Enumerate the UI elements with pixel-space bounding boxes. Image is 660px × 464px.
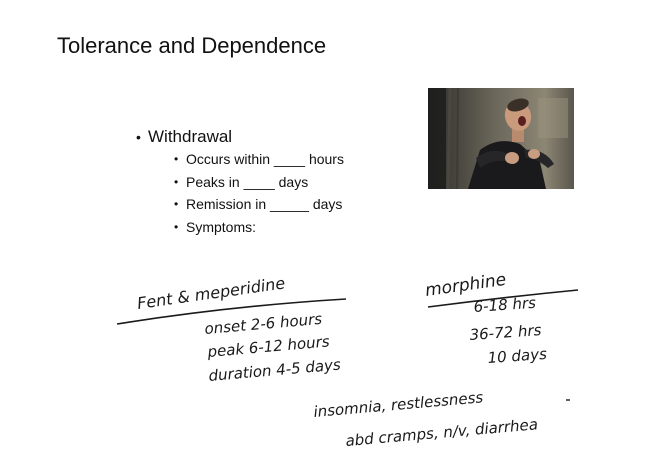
note-morphine-peak: 36-72 hrs	[469, 321, 542, 344]
note-symptoms-line1: insomnia, restlessness	[312, 388, 484, 421]
bullet-peaks: • Peaks in ____ days	[174, 171, 344, 194]
note-fent-heading: Fent & meperidine	[135, 273, 287, 313]
bullet-occurs: • Occurs within ____ hours	[174, 148, 344, 171]
bullet-remission: • Remission in _____ days	[174, 193, 344, 216]
note-morphine-duration: 10 days	[487, 344, 548, 367]
note-peak: peak 6-12 hours	[206, 332, 331, 361]
note-symptoms-line2: abd cramps, n/v, diarrhea	[344, 415, 539, 450]
slide-title: Tolerance and Dependence	[57, 33, 327, 58]
bullet-symptoms: • Symptoms:	[174, 216, 344, 239]
note-morphine-heading: morphine	[423, 269, 508, 301]
note-morphine-onset: 6-18 hrs	[473, 293, 537, 316]
bullet-withdrawal-label: Withdrawal	[148, 127, 233, 146]
note-onset: onset 2-6 hours	[203, 309, 323, 338]
note-duration: duration 4-5 days	[207, 355, 342, 385]
